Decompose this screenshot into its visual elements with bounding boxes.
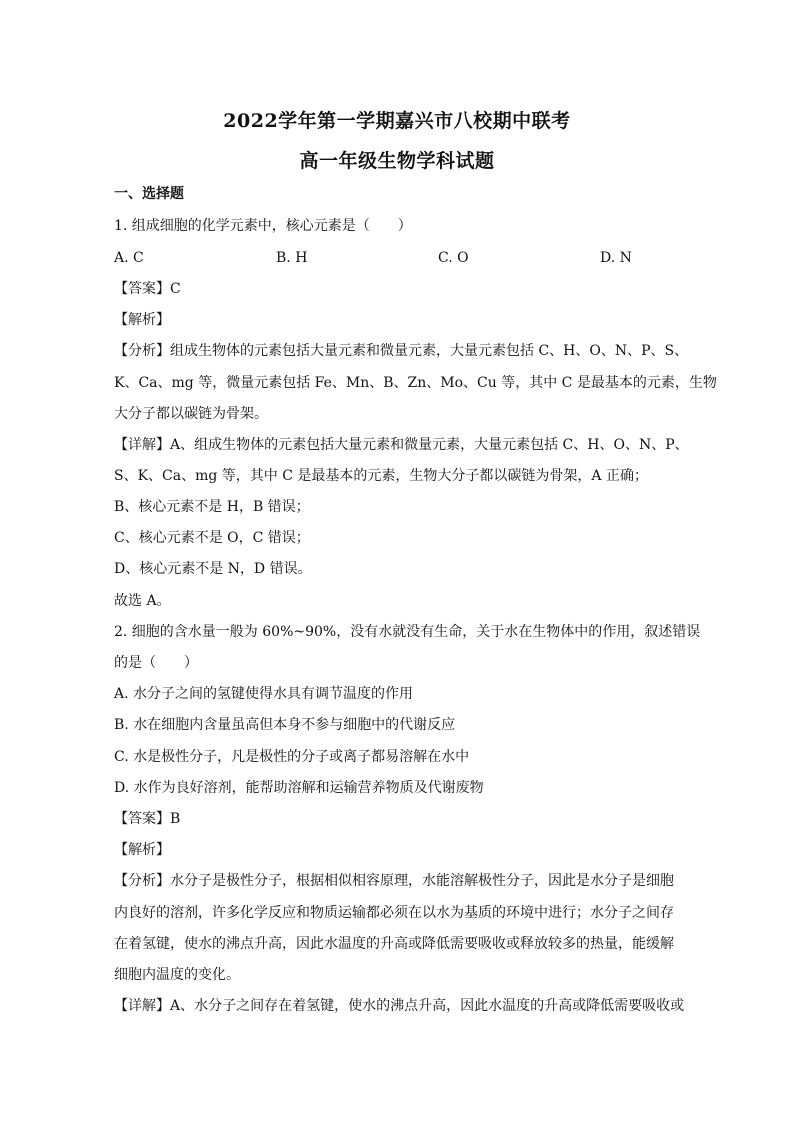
q1-xiangjie-line-4: C、核心元素不是 O，C 错误； bbox=[114, 530, 310, 546]
section-heading: 一、选择题 bbox=[114, 186, 184, 202]
q1-fenxi-line-2: K、Ca、mg 等，微量元素包括 Fe、Mn、B、Zn、Mo、Cu 等，其中 C 是最基本的元素，生物 bbox=[114, 375, 717, 391]
q1-fenxi-line-3: 大分子都以碳链为骨架。 bbox=[114, 406, 268, 422]
q1-answer: 【答案】C bbox=[114, 281, 181, 297]
q1-option-a: A. C bbox=[114, 250, 144, 266]
q1-xiangjie-line-1: 【详解】A、组成生物体的元素包括大量元素和微量元素，大量元素包括 C、H、O、N、P、 bbox=[114, 437, 689, 453]
q1-stem: 1. 组成细胞的化学元素中，核心元素是（ ） bbox=[114, 218, 412, 234]
q1-conclusion: 故选 A。 bbox=[114, 593, 171, 609]
q1-option-c: C. O bbox=[438, 250, 469, 266]
q2-stem-line-1: 2. 细胞的含水量一般为 60%~90%，没有水就没有生命，关于水在生物体中的作用，叙述错误 bbox=[114, 624, 701, 640]
q2-fenxi-line-4: 细胞内温度的变化。 bbox=[114, 967, 240, 983]
q1-xiangjie-line-2: S、K、Ca、mg 等，其中 C 是最基本的元素，生物大分子都以碳链为骨架，A 正确； bbox=[114, 468, 648, 484]
q1-option-b: B. H bbox=[276, 250, 308, 266]
q1-analysis-tag: 【解析】 bbox=[114, 312, 170, 328]
q2-answer: 【答案】B bbox=[114, 811, 181, 827]
q1-xiangjie-line-5: D、核心元素不是 N，D 错误。 bbox=[114, 561, 312, 577]
q2-stem-line-2: 的是（ ） bbox=[114, 655, 198, 671]
q1-fenxi-line-1: 【分析】组成生物体的元素包括大量元素和微量元素，大量元素包括 C、H、O、N、P、S、 bbox=[114, 343, 689, 359]
q2-option-d: D. 水作为良好溶剂，能帮助溶解和运输营养物质及代谢废物 bbox=[114, 780, 484, 796]
q2-xiangjie-line-1: 【详解】A、水分子之间存在着氢键，使水的沸点升高，因此水温度的升高或降低需要吸收或 bbox=[114, 998, 685, 1014]
q2-fenxi-line-2: 内良好的溶剂，许多化学反应和物质运输都必须在以水为基质的环境中进行；水分子之间存 bbox=[114, 905, 674, 921]
q2-fenxi-line-1: 【分析】水分子是极性分子，根据相似相容原理，水能溶解极性分子，因此是水分子是细胞 bbox=[114, 873, 674, 889]
q1-option-d: D. N bbox=[600, 250, 632, 266]
q2-option-b: B. 水在细胞内含量虽高但本身不参与细胞中的代谢反应 bbox=[114, 717, 456, 733]
q2-option-a: A. 水分子之间的氢键使得水具有调节温度的作用 bbox=[114, 686, 414, 702]
exam-subtitle: 高一年级生物学科试题 bbox=[299, 150, 495, 172]
exam-title: 2022学年第一学期嘉兴市八校期中联考 bbox=[223, 110, 571, 132]
q2-analysis-tag: 【解析】 bbox=[114, 842, 170, 858]
q2-fenxi-line-3: 在着氢键，使水的沸点升高，因此水温度的升高或降低需要吸收或释放较多的热量，能缓解 bbox=[114, 936, 674, 952]
q2-option-c: C. 水是极性分子，凡是极性的分子或离子都易溶解在水中 bbox=[114, 749, 470, 765]
q1-xiangjie-line-3: B、核心元素不是 H，B 错误； bbox=[114, 499, 310, 515]
